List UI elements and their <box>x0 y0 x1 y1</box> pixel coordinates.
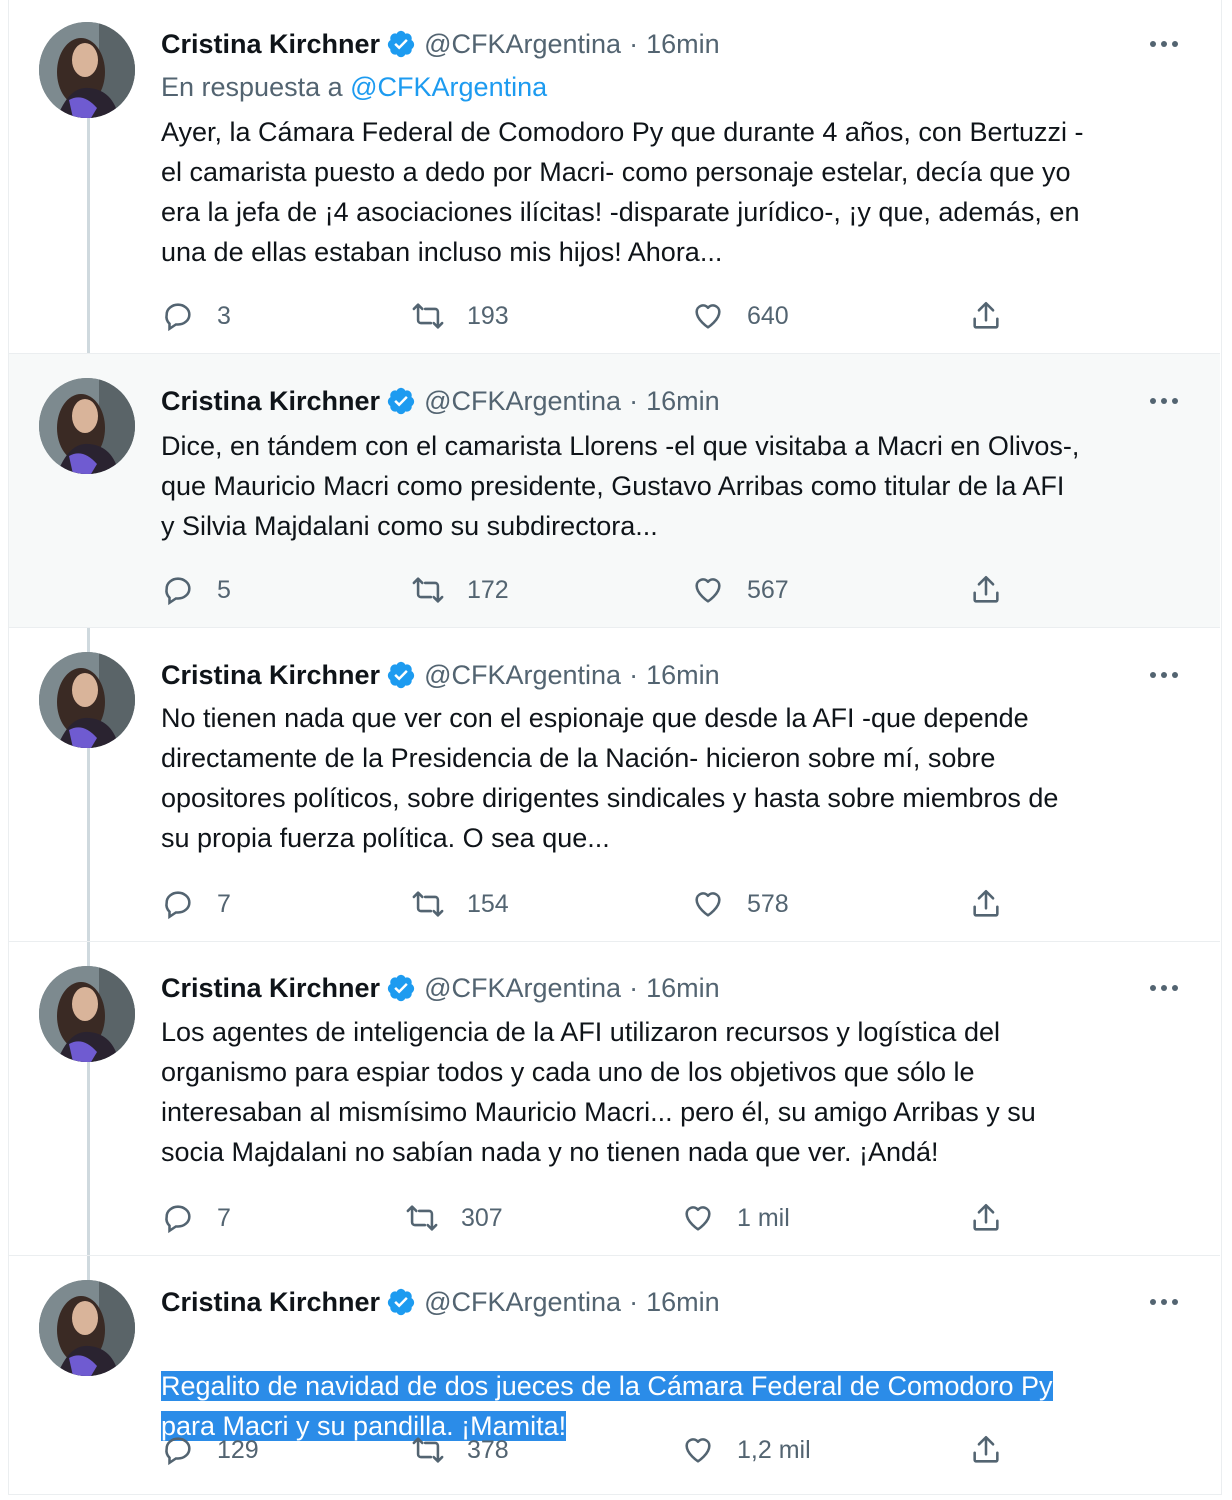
like-button[interactable] <box>691 570 789 610</box>
share-upload-icon <box>969 1201 1003 1235</box>
separator-dot: · <box>629 1286 639 1317</box>
retweet-count: 154 <box>467 889 509 918</box>
author-handle[interactable]: @CFKArgentina <box>424 659 622 690</box>
verified-badge-icon <box>386 660 416 690</box>
avatar-photo-icon <box>39 378 135 474</box>
avatar[interactable] <box>39 1280 135 1376</box>
tweet-header <box>161 658 720 692</box>
retweet-icon <box>411 299 445 333</box>
author-handle[interactable]: @CFKArgentina <box>424 28 622 59</box>
retweet-count: 193 <box>467 301 509 330</box>
author-name[interactable]: Cristina Kirchner <box>161 659 381 690</box>
like-button[interactable] <box>691 296 789 336</box>
tweet-actions <box>161 570 1041 610</box>
retweet-icon <box>411 887 445 921</box>
heart-icon <box>691 573 725 607</box>
retweet-icon <box>411 573 445 607</box>
heart-icon <box>691 299 725 333</box>
share-button[interactable] <box>969 570 1003 610</box>
reply-to-prefix: En respuesta a <box>161 72 351 102</box>
tweet-actions <box>161 296 1041 336</box>
tweet-header <box>161 384 720 418</box>
like-count: 640 <box>747 301 789 330</box>
tweet-actions <box>161 1430 1041 1470</box>
retweet-count: 307 <box>461 1203 503 1232</box>
verified-badge-icon <box>386 386 416 416</box>
share-upload-icon <box>969 887 1003 921</box>
retweet-count: 378 <box>467 1435 509 1464</box>
retweet-icon <box>405 1201 439 1235</box>
heart-icon <box>691 887 725 921</box>
more-dots-icon[interactable] <box>1144 386 1184 416</box>
verified-badge-icon <box>386 29 416 59</box>
reply-bubble-icon <box>161 1201 195 1235</box>
tweet[interactable] <box>9 1256 1220 1494</box>
reply-bubble-icon <box>161 299 195 333</box>
avatar[interactable] <box>39 966 135 1062</box>
heart-icon <box>681 1201 715 1235</box>
reply-count: 7 <box>217 889 231 918</box>
reply-bubble-icon <box>161 1433 195 1467</box>
share-button[interactable] <box>969 884 1003 924</box>
avatar-photo-icon <box>39 1280 135 1376</box>
retweet-button[interactable] <box>405 1198 503 1238</box>
like-count: 567 <box>747 575 789 604</box>
timestamp[interactable]: 16min <box>646 28 720 59</box>
reply-bubble-icon <box>161 887 195 921</box>
share-button[interactable] <box>969 1198 1003 1238</box>
author-handle[interactable]: @CFKArgentina <box>424 1286 622 1317</box>
reply-to-mention[interactable]: @CFKArgentina <box>350 72 548 102</box>
reply-button[interactable] <box>161 1430 259 1470</box>
retweet-count: 172 <box>467 575 509 604</box>
retweet-button[interactable] <box>411 296 509 336</box>
author-name[interactable]: Cristina Kirchner <box>161 385 381 416</box>
tweet-header <box>161 1285 720 1319</box>
share-button[interactable] <box>969 296 1003 336</box>
tweet-text: Los agentes de inteligencia de la AFI utilizaron recursos y logística del organismo para espiar todos y cada uno de los objetivos que sólo le interesaban al mismísimo Mauricio Macri... pero él, su amigo Arribas y su socia Majdalani no sabían nada y no tienen nada que ver. ¡Andá! <box>161 1017 1036 1167</box>
more-dots-icon[interactable] <box>1144 973 1184 1003</box>
more-dots-icon[interactable] <box>1144 660 1184 690</box>
author-handle[interactable]: @CFKArgentina <box>424 385 622 416</box>
like-button[interactable] <box>681 1430 811 1470</box>
more-dots-icon[interactable] <box>1144 1287 1184 1317</box>
like-button[interactable] <box>681 1198 790 1238</box>
like-count: 1,2 mil <box>737 1435 811 1464</box>
tweet[interactable] <box>9 628 1220 942</box>
share-button[interactable] <box>969 1430 1003 1470</box>
reply-bubble-icon <box>161 573 195 607</box>
tweet-text: Ayer, la Cámara Federal de Comodoro Py que durante 4 años, con Bertuzzi - el camarista puesto a dedo por Macri- como personaje estelar, decía que yo era la jefa de ¡4 asociaciones ilícitas! -disparate jurídico-, ¡y que, además, en una de ellas estaban incluso mis hijos! Ahora... <box>161 117 1084 267</box>
tweet-actions <box>161 884 1041 924</box>
verified-badge-icon <box>386 973 416 1003</box>
tweet-header <box>161 27 720 61</box>
reply-context <box>161 72 547 103</box>
like-count: 578 <box>747 889 789 918</box>
author-name[interactable]: Cristina Kirchner <box>161 972 381 1003</box>
retweet-button[interactable] <box>411 1430 509 1470</box>
timestamp[interactable]: 16min <box>646 385 720 416</box>
tweet[interactable] <box>9 942 1220 1256</box>
reply-button[interactable] <box>161 296 231 336</box>
more-dots-icon[interactable] <box>1144 29 1184 59</box>
avatar[interactable] <box>39 22 135 118</box>
verified-badge-icon <box>386 1287 416 1317</box>
timestamp[interactable]: 16min <box>646 659 720 690</box>
timestamp[interactable]: 16min <box>646 1286 720 1317</box>
reply-button[interactable] <box>161 570 231 610</box>
like-count: 1 mil <box>737 1203 790 1232</box>
author-name[interactable]: Cristina Kirchner <box>161 1286 381 1317</box>
tweet-text <box>161 1326 1171 1446</box>
author-handle[interactable]: @CFKArgentina <box>424 972 622 1003</box>
retweet-button[interactable] <box>411 884 509 924</box>
tweet-header <box>161 971 720 1005</box>
tweet-actions <box>161 1198 1041 1238</box>
tweet[interactable] <box>9 0 1220 354</box>
share-upload-icon <box>969 1433 1003 1467</box>
avatar-photo-icon <box>39 22 135 118</box>
share-upload-icon <box>969 299 1003 333</box>
tweet-text: No tienen nada que ver con el espionaje que desde la AFI -que depende directamente de la Presidencia de la Nación- hicieron sobre mí, sobre opositores políticos, sobre dirigentes sindicales y hasta sobre miembros de su propia fuerza política. O sea que... <box>161 703 1059 853</box>
reply-button[interactable] <box>161 1198 231 1238</box>
avatar[interactable] <box>39 378 135 474</box>
retweet-button[interactable] <box>411 570 509 610</box>
author-name[interactable]: Cristina Kirchner <box>161 28 381 59</box>
share-upload-icon <box>969 573 1003 607</box>
separator-dot: · <box>629 385 639 416</box>
retweet-icon <box>411 1433 445 1467</box>
avatar[interactable] <box>39 652 135 748</box>
like-button[interactable] <box>691 884 789 924</box>
avatar-photo-icon <box>39 652 135 748</box>
separator-dot: · <box>629 28 639 59</box>
reply-count: 7 <box>217 1203 231 1232</box>
selected-text: Regalito de navidad de dos jueces de la Cámara Federal de Comodoro Py para Macri y su pandilla. ¡Mamita! <box>161 1371 1053 1441</box>
reply-count: 3 <box>217 301 231 330</box>
separator-dot: · <box>629 659 639 690</box>
reply-button[interactable] <box>161 884 231 924</box>
tweet-text: Dice, en tándem con el camarista Llorens -el que visitaba a Macri en Olivos-, que Mauricio Macri como presidente, Gustavo Arribas como titular de la AFI y Silvia Majdalani como su subdirectora... <box>161 431 1080 541</box>
reply-count: 129 <box>217 1435 259 1464</box>
tweet[interactable] <box>9 354 1220 628</box>
avatar-photo-icon <box>39 966 135 1062</box>
heart-icon <box>681 1433 715 1467</box>
separator-dot: · <box>629 972 639 1003</box>
reply-count: 5 <box>217 575 231 604</box>
timestamp[interactable]: 16min <box>646 972 720 1003</box>
